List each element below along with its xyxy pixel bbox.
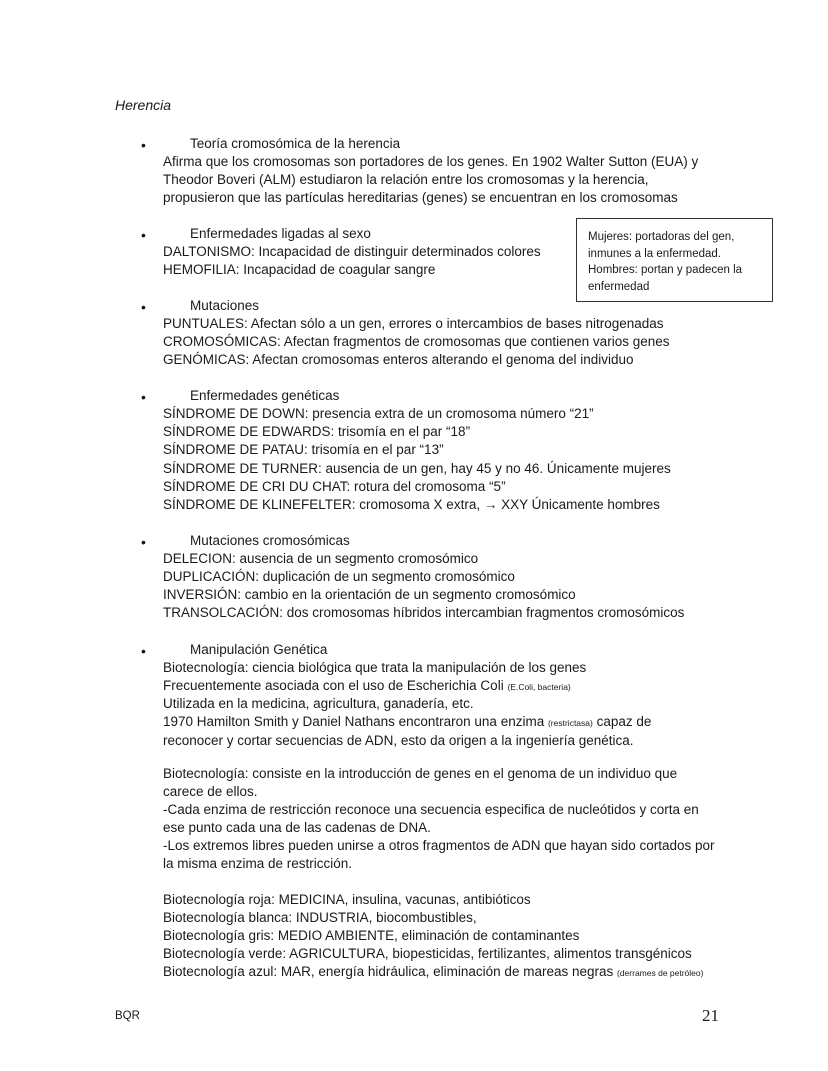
text-line: DALTONISMO: Incapacidad de distinguir determinados colores	[163, 244, 541, 259]
text-line: SÍNDROME DE PATAU: trisomía en el par “13”	[163, 442, 444, 457]
text-line: propusieron que las partículas hereditarias (genes) se encuentran en los cromosomas	[163, 190, 678, 205]
text-main: capaz de	[592, 714, 652, 729]
text-small-note: (derrames de petróleo)	[617, 968, 704, 978]
text-line	[163, 677, 571, 696]
text-main: Frecuentemente asociada con el uso de Escherichia Coli	[163, 678, 508, 693]
text-line: GENÓMICAS: Afectan cromosomas enteros alterando el genoma del individuo	[163, 352, 634, 367]
page-heading: Herencia	[115, 97, 172, 113]
bullet-dot: •	[141, 643, 146, 659]
text-line: CROMOSÓMICAS: Afectan fragmentos de cromosomas que contienen varios genes	[163, 334, 670, 349]
text-line: ese punto cada una de las cadenas de DNA.	[163, 820, 431, 835]
text-line: DELECION: ausencia de un segmento cromosómico	[163, 551, 479, 566]
note-line: inmunes a la enfermedad.	[588, 247, 721, 260]
text-line: Theodor Boveri (ALM) estudiaron la relación entre los cromosomas y la herencia,	[163, 172, 649, 187]
note-line: Hombres: portan y padecen la	[588, 264, 743, 276]
text-line: PUNTUALES: Afectan sólo a un gen, errores o intercambios de bases nitrogenadas	[163, 316, 664, 331]
text-small-note: (restrictasa)	[547, 718, 593, 728]
text-line: SÍNDROME DE KLINEFELTER: cromosoma X extra, → XXY Únicamente hombres	[163, 497, 660, 512]
section-title-teoria: Teoría cromosómica de la herencia	[190, 136, 401, 151]
text-line: Utilizada en la medicina, agricultura, ganadería, etc.	[163, 696, 474, 711]
text-line: Biotecnología gris: MEDIO AMBIENTE, eliminación de contaminantes	[163, 928, 580, 943]
section-title-geneticas: Enfermedades genéticas	[190, 388, 340, 403]
text-line	[163, 963, 703, 982]
text-line: la misma enzima de restricción.	[163, 856, 353, 871]
bullet-dot: •	[141, 534, 146, 550]
bullet-dot: •	[141, 227, 146, 243]
text-line: SÍNDROME DE EDWARDS: trisomía en el par “18”	[163, 424, 471, 439]
note-line: Mujeres: portadoras del gen,	[588, 231, 735, 243]
text-line: Biotecnología verde: AGRICULTURA, biopesticidas, fertilizantes, alimentos transgénicos	[163, 946, 692, 961]
text-main: Biotecnología azul: MAR, energía hidráulica, eliminación de mareas negras	[163, 964, 617, 979]
footer-label: BQR	[115, 1010, 140, 1022]
text-line: Biotecnología: consiste en la introducción de genes en el genoma de un individuo que	[163, 766, 678, 781]
text-line: SÍNDROME DE TURNER: ausencia de un gen, hay 45 y no 46. Únicamente mujeres	[163, 461, 671, 476]
text-line: HEMOFILIA: Incapacidad de coagular sangre	[163, 262, 436, 277]
bullet-dot: •	[141, 389, 146, 405]
text-small-note: (E.Coli, bacteria)	[507, 682, 571, 692]
text-line: -Cada enzima de restricción reconoce una secuencia especifica de nucleótidos y corta en	[163, 802, 699, 817]
text-line: reconocer y cortar secuencias de ADN, esto da origen a la ingeniería genética.	[163, 733, 634, 748]
note-line: enfermedad	[588, 280, 650, 293]
text-line: SÍNDROME DE DOWN: presencia extra de un cromosoma número “21”	[163, 406, 594, 421]
text-line: Biotecnología blanca: INDUSTRIA, biocombustibles,	[163, 910, 477, 925]
section-title-mutaciones: Mutaciones	[190, 298, 260, 313]
section-title-cromosomicas: Mutaciones cromosómicas	[190, 533, 350, 548]
text-line: DUPLICACIÓN: duplicación de un segmento cromosómico	[163, 569, 515, 584]
text-line	[163, 713, 651, 732]
text-line: Biotecnología roja: MEDICINA, insulina, vacunas, antibióticos	[163, 892, 531, 907]
page-number: 21	[702, 1006, 719, 1025]
bullet-dot: •	[141, 137, 146, 153]
text-main: 1970 Hamilton Smith y Daniel Nathans encontraron una enzima	[163, 714, 548, 729]
section-title-manipulacion: Manipulación Genética	[190, 642, 328, 657]
text-line: -Los extremos libres pueden unirse a otros fragmentos de ADN que hayan sido cortados por	[163, 838, 715, 853]
text-line: INVERSIÓN: cambio en la orientación de un segmento cromosómico	[163, 587, 576, 602]
side-note-box	[576, 218, 773, 302]
text-line: carece de ellos.	[163, 784, 258, 799]
text-line: TRANSOLCACIÓN: dos cromosomas híbridos intercambian fragmentos cromosómicos	[163, 605, 685, 620]
text-line: Afirma que los cromosomas son portadores de los genes. En 1902 Walter Sutton (EUA) y	[163, 154, 699, 169]
section-title-sexo: Enfermedades ligadas al sexo	[190, 226, 371, 241]
text-line: Biotecnología: ciencia biológica que trata la manipulación de los genes	[163, 660, 587, 675]
bullet-dot: •	[141, 299, 146, 315]
text-line: SÍNDROME DE CRI DU CHAT: rotura del cromosoma “5”	[163, 479, 506, 494]
